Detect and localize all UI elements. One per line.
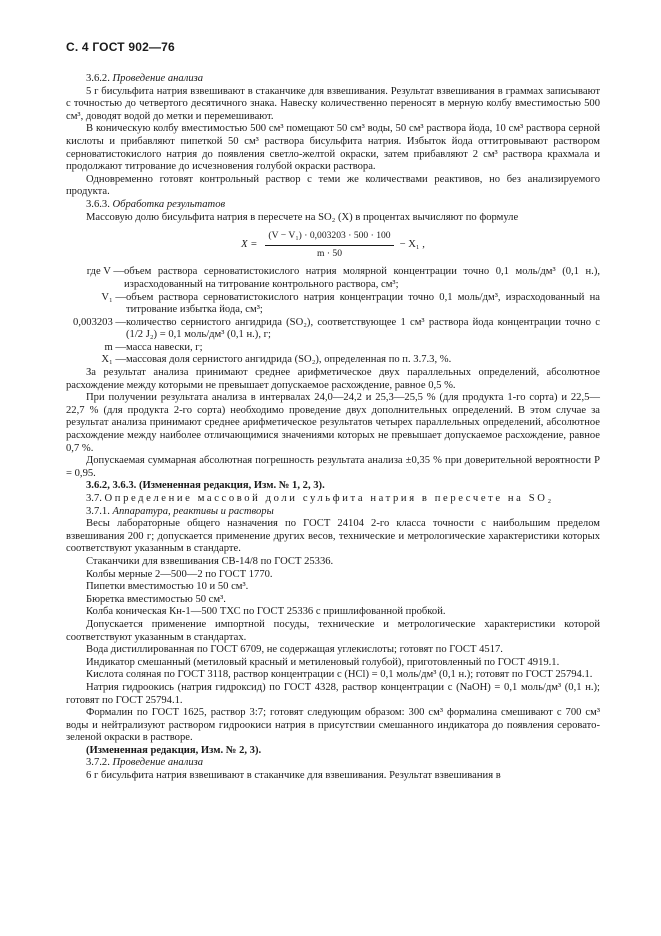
section-title: Проведение анализа: [112, 73, 204, 84]
section-number: 3.7.: [86, 493, 102, 504]
section-3-6-2-heading: [66, 73, 600, 86]
definition-term: m —: [104, 341, 126, 353]
section-3-7-heading: [66, 493, 600, 506]
reagent-item: Вода дистиллированная по ГОСТ 6709, не содержащая углекислоты; готовят по ГОСТ 4517.: [86, 644, 503, 656]
definition-item: [66, 354, 600, 367]
paragraph: За результат анализа принимают среднее арифметическое двух параллельных определений, абсолютное расхождение между которыми не превышает допускаемое расхождение, равное 0,5 %.: [66, 367, 600, 391]
section-number: 3.6.2.: [86, 73, 110, 84]
definition-item: [66, 266, 600, 291]
paragraph: Допускаемая суммарная абсолютная погрешность результата анализа ±0,35 % при доверительной вероятности P = 0,95.: [66, 455, 600, 479]
formula-fraction: [265, 230, 393, 260]
paragraph: 5 г бисульфита натрия взвешивают в стаканчике для взвешивания. Результат взвешивания в граммах записывают с точностью до четвертого десятичного знака. Навеску количественно переносят в мерную колбу вместимостью 500 см³, доводят водой до метки и перемешивают.: [66, 85, 600, 122]
equipment-item: Весы лабораторные общего назначения по ГОСТ 24104 2-го класса точности с наибольшим пределом взвешивания 200 г; допускается применение других весов, технические и метрологические характеристики которых соответствуют указанным в стандарте.: [66, 518, 600, 555]
definition-term: 0,003203 —: [73, 316, 126, 328]
equipment-item: Колба коническая Кн-1—500 ТХС по ГОСТ 25336 с пришлифованной пробкой.: [86, 606, 446, 618]
section-number: 3.6.3.: [86, 198, 110, 210]
formula: [66, 230, 600, 260]
section-title: Обработка результатов: [112, 198, 226, 210]
reagent-item: Натрия гидроокись (натрия гидроксид) по ГОСТ 4328, раствор концентрации c (NaOH) = 0,1 моль/дм³ (0,1 н.); готовят по ГОСТ 25794.1.: [66, 681, 600, 706]
definition-text: объем раствора серноватистокислого натрия концентрации точно 0,1 моль/дм³, израсходованный на титрование избытка йода, см³;: [126, 291, 600, 316]
equipment-item: Пипетки вместимостью 10 и 50 см³.: [86, 581, 249, 593]
definition-text: количество сернистого ангидрида (SO₂), соответствующее 1 см³ раствора йода концентрации точно c (1/2 J₂) = 0,1 моль/дм³ (0,1 н.), г;: [126, 316, 600, 341]
section-3-7-2-heading: [66, 757, 600, 770]
definition-item: [66, 317, 600, 342]
reagent-item: Индикатор смешанный (метиловый красный и метиленовый голубой), приготовленный по ГОСТ 4919.1.: [86, 656, 560, 668]
paragraph: 6 г бисульфита натрия взвешивают в стаканчике для взвешивания. Результат взвешивания в: [86, 770, 501, 782]
reagent-item: Кислота соляная по ГОСТ 3118, раствор концентрации c (HCl) = 0,1 моль/дм³ (0,1 н.); готовят по ГОСТ 25794.1.: [86, 669, 593, 681]
revision-note: (Измененная редакция, Изм. № 2, 3).: [86, 744, 262, 756]
equipment-item: Стаканчики для взвешивания СВ-14/8 по ГОСТ 25336.: [86, 555, 334, 567]
definition-text: масса навески, г;: [126, 341, 203, 353]
section-number: 3.7.1.: [86, 505, 110, 517]
reagent-item: Формалин по ГОСТ 1625, раствор 3:7; готовят следующим образом: 300 см³ формалина смешивают с 700 см³ воды и нейтрализуют раствором гидроокиси натрия в присутствии смешанного индикатора до появления серовато-зеленой окраски в растворе.: [66, 707, 600, 744]
definition-item: [66, 292, 600, 317]
paragraph: В коническую колбу вместимостью 500 см³ помещают 50 см³ воды, 50 см³ раствора йода, 10 см³ раствора серной кислоты и прибавляют пипеткой 50 см³ раствора бисульфита натрия. Избыток йода оттитровывают раствором серноватистокислого натрия до появления светло-желтой окраски, затем прибавляют 2 см³ раствора крахмала и продолжают титрование до исчезновения голубой окраски раствора.: [66, 123, 600, 173]
document-body: [66, 73, 600, 783]
definition-text: объем раствора серноватистокислого натрия молярной концентрации точно 0,1 моль/дм³ (0,1 н.), израсходованный на титрование контрольного раствора, см³;: [124, 266, 600, 290]
revision-note: 3.6.2, 3.6.3. (Измененная редакция, Изм. № 1, 2, 3).: [86, 480, 325, 492]
paragraph: Массовую долю бисульфита натрия в пересчете на SO₂ (X) в процентах вычисляют по формуле: [86, 211, 519, 223]
equipment-item: Колбы мерные 2—500—2 по ГОСТ 1770.: [86, 568, 273, 580]
formula-rhs: − X₁ ,: [399, 238, 425, 250]
formula-lhs: X =: [241, 238, 258, 250]
definition-term: X₁ —: [101, 354, 126, 366]
section-3-7-1-heading: [66, 506, 600, 519]
formula-numerator: (V − V₁) · 0,003203 · 500 · 100: [265, 230, 393, 246]
page-header: С. 4 ГОСТ 902—76: [66, 40, 175, 54]
section-3-6-3-heading: [66, 199, 600, 212]
section-title: Проведение анализа: [112, 757, 204, 769]
equipment-item: Бюретка вместимостью 50 см³.: [86, 593, 226, 605]
paragraph: Одновременно готовят контрольный раствор с теми же количествами реактивов, но без анализируемого продукта.: [66, 173, 600, 198]
paragraph: При получении результата анализа в интервалах 24,0—24,2 и 25,3—25,5 % (для продукта 1-го сорта) и 22,5—22,7 % (для продукта 2-го сорта) необходимо проведение двух дополнительных определений. В этом случае за результат анализа принимают среднее арифметическое результатов четырех параллельных определений, абсолютное расхождение между наиболее отличающимися значениями которых не превышает допускаемое расхождение, равное 0,7 %.: [66, 392, 600, 454]
definition-item: [66, 342, 600, 355]
section-title: Аппаратура, реактивы и растворы: [112, 505, 274, 517]
section-title: Определение массовой доли сульфита натрия в пересчете на SO₂: [104, 493, 554, 504]
definition-term: где V —: [86, 266, 124, 278]
formula-denominator: m · 50: [316, 247, 343, 259]
definition-text: массовая доля сернистого ангидрида (SO₂), определенная по п. 3.7.3, %.: [126, 354, 452, 366]
equipment-item: Допускается применение импортной посуды, технические и метрологические характеристики которой соответствуют указанным в стандартах.: [66, 618, 600, 643]
section-number: 3.7.2.: [86, 757, 110, 769]
definition-term: V₁ —: [101, 291, 126, 303]
